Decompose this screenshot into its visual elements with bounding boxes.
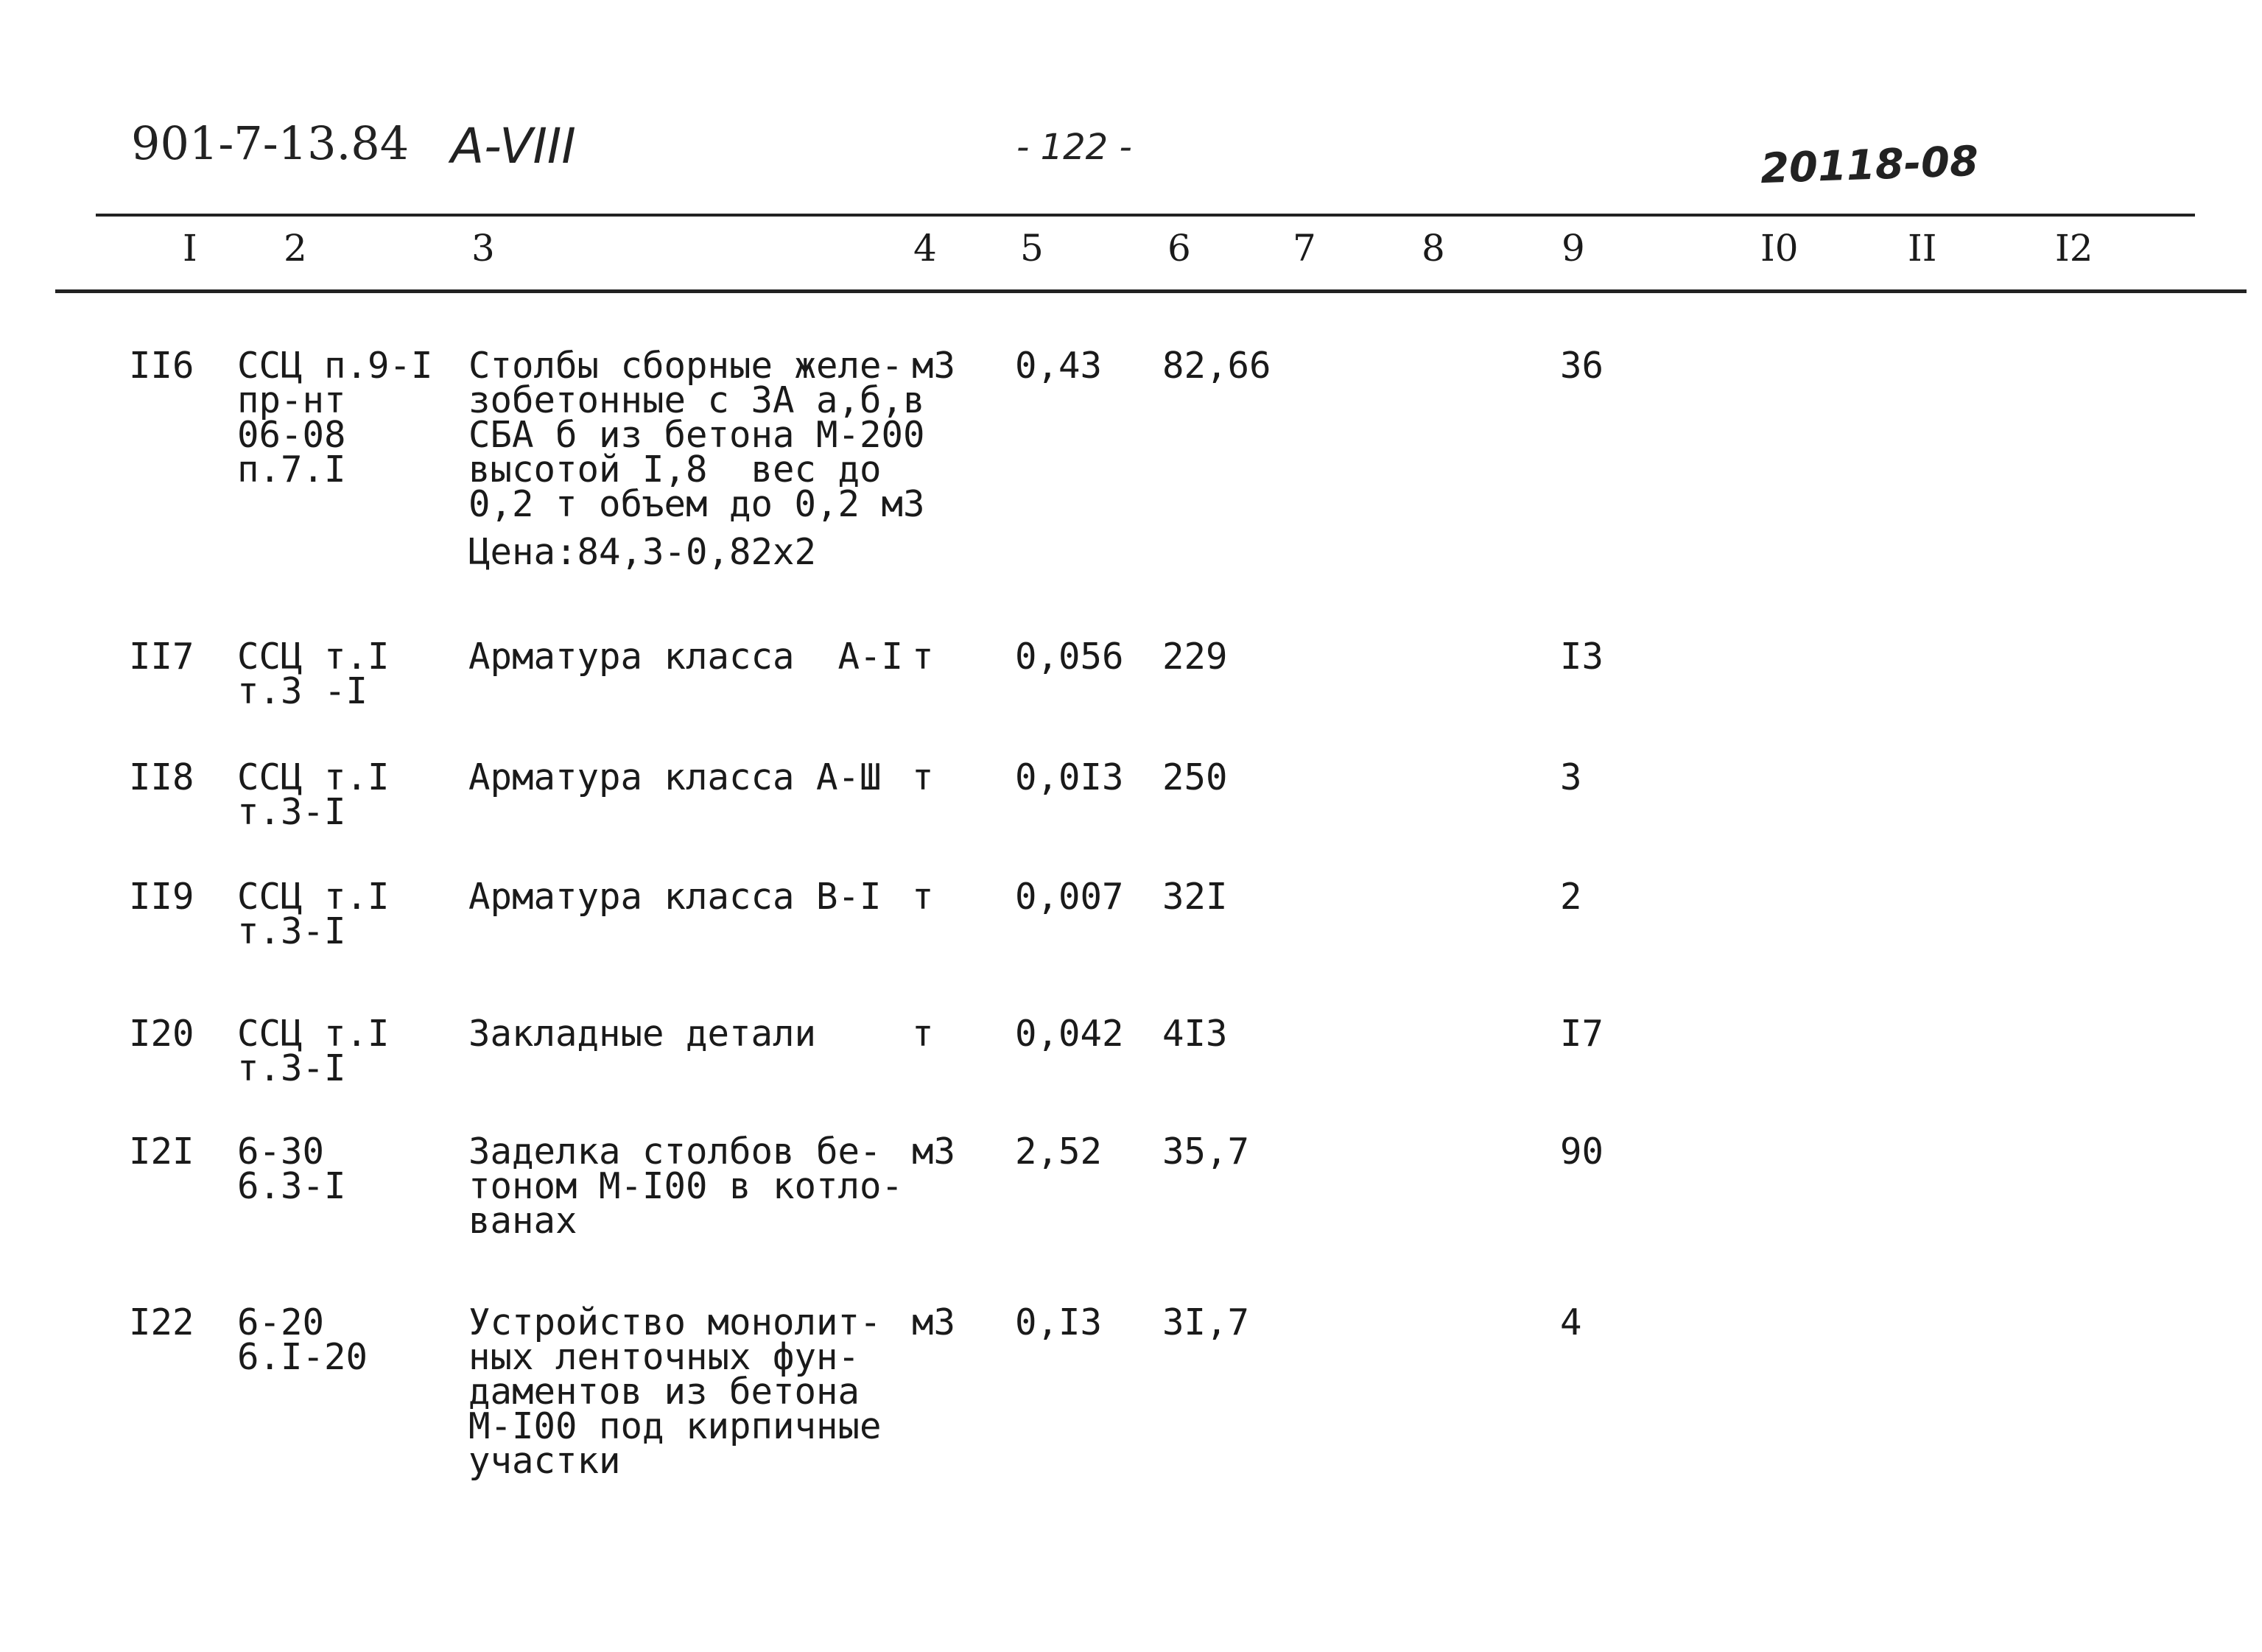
work-description	[468, 345, 925, 525]
row-number: II9	[129, 876, 194, 918]
rate-code-line: п.7.I	[237, 449, 346, 491]
rate-code-line: пр-нт	[237, 379, 346, 421]
work-description-line: Заделка столбов бе-	[468, 1131, 882, 1173]
quantity: 2,52	[1015, 1131, 1103, 1173]
quantity: 0,056	[1015, 636, 1124, 678]
total-cost: I7	[1560, 1013, 1604, 1055]
price-note: Цена:84,3-0,82х2	[468, 531, 817, 573]
page-number: - 122 -	[1016, 127, 1132, 168]
work-description-line: М-I00 под кирпичные	[468, 1405, 882, 1447]
archive-stamp: 20118-08	[1759, 137, 1980, 194]
header-bottom-rule	[55, 289, 2247, 293]
rate-code-line: 6.I-20	[237, 1336, 368, 1378]
total-cost: 2	[1560, 876, 1582, 918]
rate-code-line: т.3-I	[237, 791, 346, 833]
unit-price: 35,7	[1162, 1131, 1250, 1173]
work-description	[468, 756, 882, 798]
work-description-line: Устройство монолит-	[468, 1301, 882, 1343]
column-header-5: 5	[1020, 227, 1044, 270]
column-header-2: 2	[284, 227, 307, 270]
rate-code-line: т.3 -I	[237, 670, 368, 712]
rate-code-line: ССЦ т.I	[237, 1013, 390, 1055]
rate-code	[237, 756, 390, 833]
work-description-line: Арматура класса В-I	[468, 876, 882, 918]
unit-price: 32I	[1162, 876, 1228, 918]
column-header-6: 6	[1167, 227, 1191, 270]
total-cost: 4	[1560, 1301, 1582, 1343]
work-description-line: Закладные детали	[468, 1013, 817, 1055]
total-cost: 90	[1560, 1131, 1604, 1173]
unit: м3	[912, 345, 956, 387]
column-header-1: I	[183, 227, 197, 270]
rate-code-line: ССЦ т.I	[237, 876, 390, 918]
row-number: II6	[129, 345, 194, 387]
column-header-3: 3	[471, 227, 495, 270]
column-header-12: I2	[2055, 227, 2093, 270]
work-description-line: ванах	[468, 1200, 577, 1242]
work-description	[468, 1013, 817, 1055]
unit: м3	[912, 1301, 956, 1343]
row-number: I22	[129, 1301, 194, 1343]
column-header-11: II	[1908, 227, 1937, 270]
rate-code	[237, 876, 390, 952]
section-label: A-VIII	[451, 118, 576, 175]
unit-price: 4I3	[1162, 1013, 1228, 1055]
work-description-line: 0,2 т объем до 0,2 м3	[468, 483, 925, 525]
work-description-line: СБА б из бетона М-200	[468, 414, 925, 456]
rate-code-line: 6-30	[237, 1131, 325, 1173]
work-description-line: Арматура класса А-I	[468, 636, 904, 678]
row-number: II8	[129, 756, 194, 798]
rate-code-line: 06-08	[237, 414, 346, 456]
rate-code-line: ССЦ т.I	[237, 756, 390, 798]
column-header-10: I0	[1760, 227, 1799, 270]
unit-price: 3I,7	[1162, 1301, 1250, 1343]
rate-code	[237, 1301, 368, 1378]
row-number: I20	[129, 1013, 194, 1055]
work-description-line: Столбы сборные желе-	[468, 345, 904, 387]
work-description-line: высотой I,8 вес до	[468, 449, 882, 491]
unit: т	[912, 1013, 934, 1055]
rate-code	[237, 1131, 346, 1207]
unit: м3	[912, 1131, 956, 1173]
work-description	[468, 1301, 882, 1482]
row-number: II7	[129, 636, 194, 678]
work-description-line: участки	[468, 1440, 621, 1482]
rate-code	[237, 636, 390, 712]
unit: т	[912, 756, 934, 798]
rate-code	[237, 1013, 390, 1089]
quantity: 0,007	[1015, 876, 1124, 918]
rate-code-line: 6.3-I	[237, 1165, 346, 1207]
quantity: 0,042	[1015, 1013, 1124, 1055]
unit-price: 82,66	[1162, 345, 1271, 387]
work-description	[468, 876, 882, 918]
column-header-8: 8	[1422, 227, 1445, 270]
quantity: 0,0I3	[1015, 756, 1124, 798]
column-header-9: 9	[1562, 227, 1585, 270]
rate-code	[237, 345, 433, 491]
work-description-line: Арматура класса А-Ш	[468, 756, 882, 798]
quantity: 0,I3	[1015, 1301, 1103, 1343]
unit: т	[912, 636, 934, 678]
unit-price: 250	[1162, 756, 1228, 798]
header-top-rule	[96, 214, 2195, 217]
rate-code-line: т.3-I	[237, 1047, 346, 1089]
row-number: I2I	[129, 1131, 194, 1173]
work-description-line: ных ленточных фун-	[468, 1336, 860, 1378]
work-description-line: зобетонные с ЗА а,б,в	[468, 379, 925, 421]
work-description	[468, 1131, 904, 1242]
unit-price: 229	[1162, 636, 1228, 678]
column-header-4: 4	[913, 227, 937, 270]
work-description	[468, 636, 904, 678]
work-description-line: тоном М-I00 в котло-	[468, 1165, 904, 1207]
rate-code-line: ССЦ т.I	[237, 636, 390, 678]
total-cost: 3	[1560, 756, 1582, 798]
total-cost: 36	[1560, 345, 1604, 387]
rate-code-line: т.3-I	[237, 910, 346, 952]
document-code: 901-7-13.84	[131, 116, 410, 170]
rate-code-line: ССЦ п.9-I	[237, 345, 433, 387]
total-cost: I3	[1560, 636, 1604, 678]
work-description-line: даментов из бетона	[468, 1371, 860, 1413]
column-header-7: 7	[1293, 227, 1316, 270]
rate-code-line: 6-20	[237, 1301, 325, 1343]
unit: т	[912, 876, 934, 918]
quantity: 0,43	[1015, 345, 1103, 387]
